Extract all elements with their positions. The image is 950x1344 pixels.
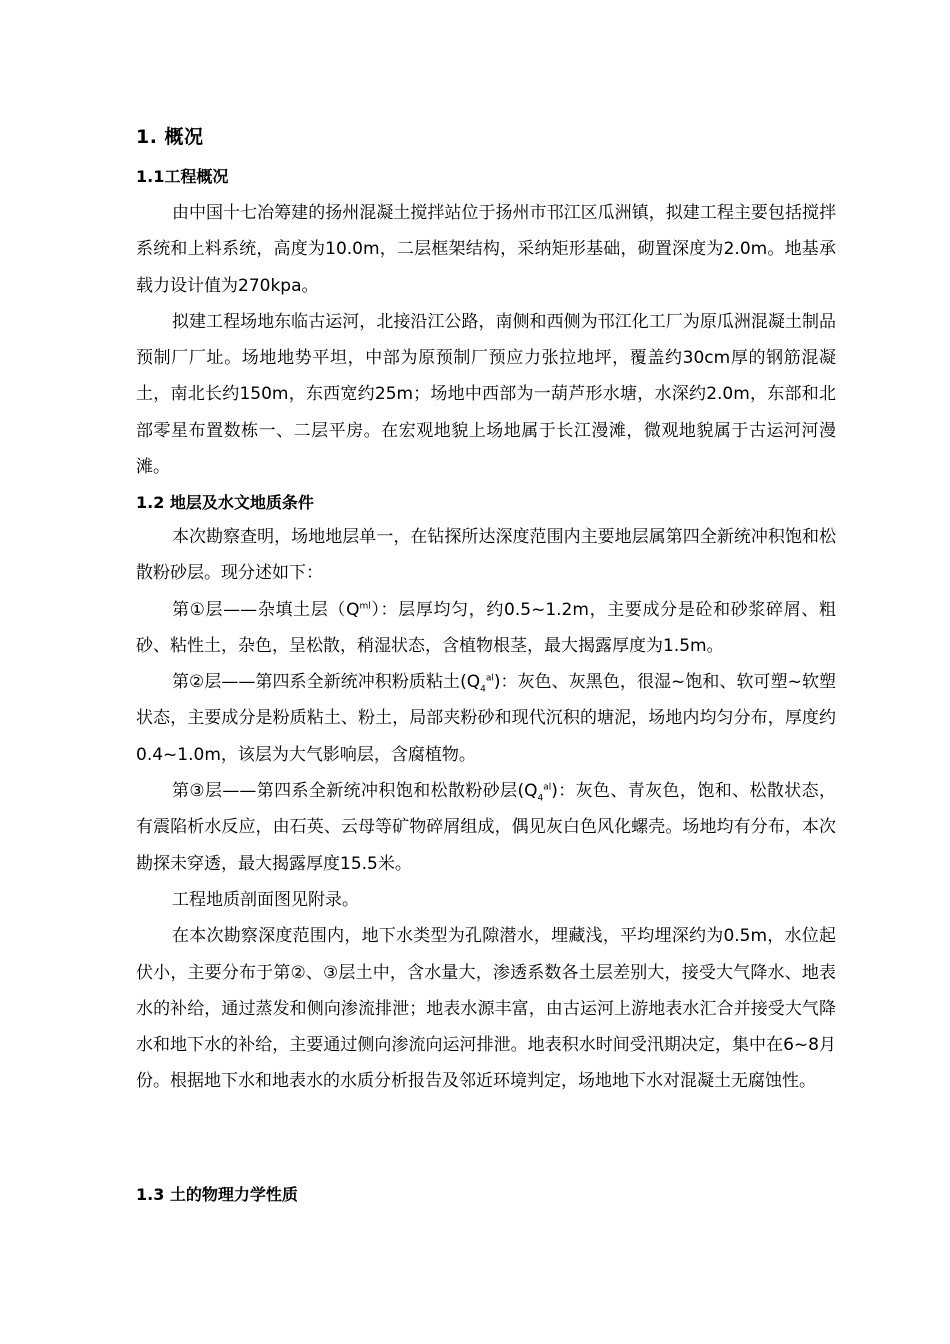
chapter-heading: 1. 概况 xyxy=(136,126,204,148)
paragraph-strata-summary: 本次勘察查明，场地地层单一，在钻探所达深度范围内主要地层属第四全新统冲积饱和松散粉砂层。现分述如下： xyxy=(136,527,836,584)
paragraph-layer-1 xyxy=(136,592,836,665)
section-1-1-body xyxy=(136,195,836,485)
paragraph-profile-reference: 工程地质剖面图见附录。 xyxy=(172,889,359,910)
layer-1-intro: 第①层——杂填土层（Q xyxy=(172,599,360,620)
layer-2-intro: 第②层——第四系全新统冲积粉质粘土(Q xyxy=(172,672,481,693)
layer-3-superscript: al xyxy=(543,782,552,793)
layer-2-superscript: al xyxy=(485,673,494,684)
section-1-2-title: 1.2 地层及水文地质条件 xyxy=(136,493,314,512)
layer-2-description: )：灰色、灰黑色，很湿~饱和、软可塑~软塑状态，主要成分是粉质粘土、粉土，局部夹粉砂和现代沉积的塘泥，场地内均匀分布，厚度约0.4~1.0m，该层为大气影响层，含腐植物。 xyxy=(136,672,836,765)
paragraph-project-overview: 由中国十七冶筹建的扬州混凝土搅拌站位于扬州市邗江区瓜洲镇，拟建工程主要包括搅拌系统和上料系统，高度为10.0m，二层框架结构，采纳矩形基础，砌置深度为2.0m。地基承载力设计值为270kpa。 xyxy=(136,203,836,296)
paragraph-groundwater: 在本次勘察深度范围内，地下水类型为孔隙潜水，埋藏浅，平均埋深约为0.5m，水位起伏小，主要分布于第②、③层土中，含水量大，渗透系数各土层差别大，接受大气降水、地表水的补给，通过蒸发和侧向渗流排泄；地表水源丰富，由古运河上游地表水汇合并接受大气降水和地下水的补给，主要通过侧向渗流向运河排泄。地表积水时间受汛期决定，集中在6~8月份。根据地下水和地表水的水质分析报告及邻近环境判定，场地地下水对混凝土无腐蚀性。 xyxy=(136,926,836,1092)
layer-2-subscript: 4 xyxy=(480,684,486,695)
paragraph-layer-2 xyxy=(136,664,836,773)
paragraph-layer-3 xyxy=(136,773,836,882)
section-1-3-title: 1.3 土的物理力学性质 xyxy=(136,1185,298,1204)
layer-1-description: ）：层厚均匀，约0.5~1.2m，主要成分是砼和砂浆碎屑、粗砂、粘性土，杂色，呈松散，稍湿状态，含植物根茎，最大揭露厚度为1.5m。 xyxy=(136,599,837,656)
layer-1-superscript: ml xyxy=(359,600,371,611)
section-1-1-title: 1.1工程概况 xyxy=(136,167,229,186)
layer-3-subscript: 4 xyxy=(537,793,544,804)
layer-3-intro: 第③层——第四系全新统冲积饱和松散粉砂层(Q xyxy=(172,781,538,802)
section-1-2-body xyxy=(136,519,836,1100)
paragraph-site-description: 拟建工程场地东临古运河，北接沿江公路，南侧和西侧为邗江化工厂为原瓜洲混凝土制品预制厂厂址。场地地势平坦，中部为原预制厂预应力张拉地坪，覆盖约30cm厚的钢筋混凝土，南北长约150m，东西宽约25m；场地中西部为一葫芦形水塘，水深约2.0m，东部和北部零星布置数栋一、二层平房。在宏观地貌上场地属于长江漫滩，微观地貌属于古运河河漫滩。 xyxy=(136,311,836,478)
layer-3-description: )：灰色、青灰色，饱和、松散状态，有震陷析水反应，由石英、云母等矿物碎屑组成，偶见灰白色风化螺壳。场地均有分布，本次勘探未穿透，最大揭露厚度15.5米。 xyxy=(136,781,836,874)
